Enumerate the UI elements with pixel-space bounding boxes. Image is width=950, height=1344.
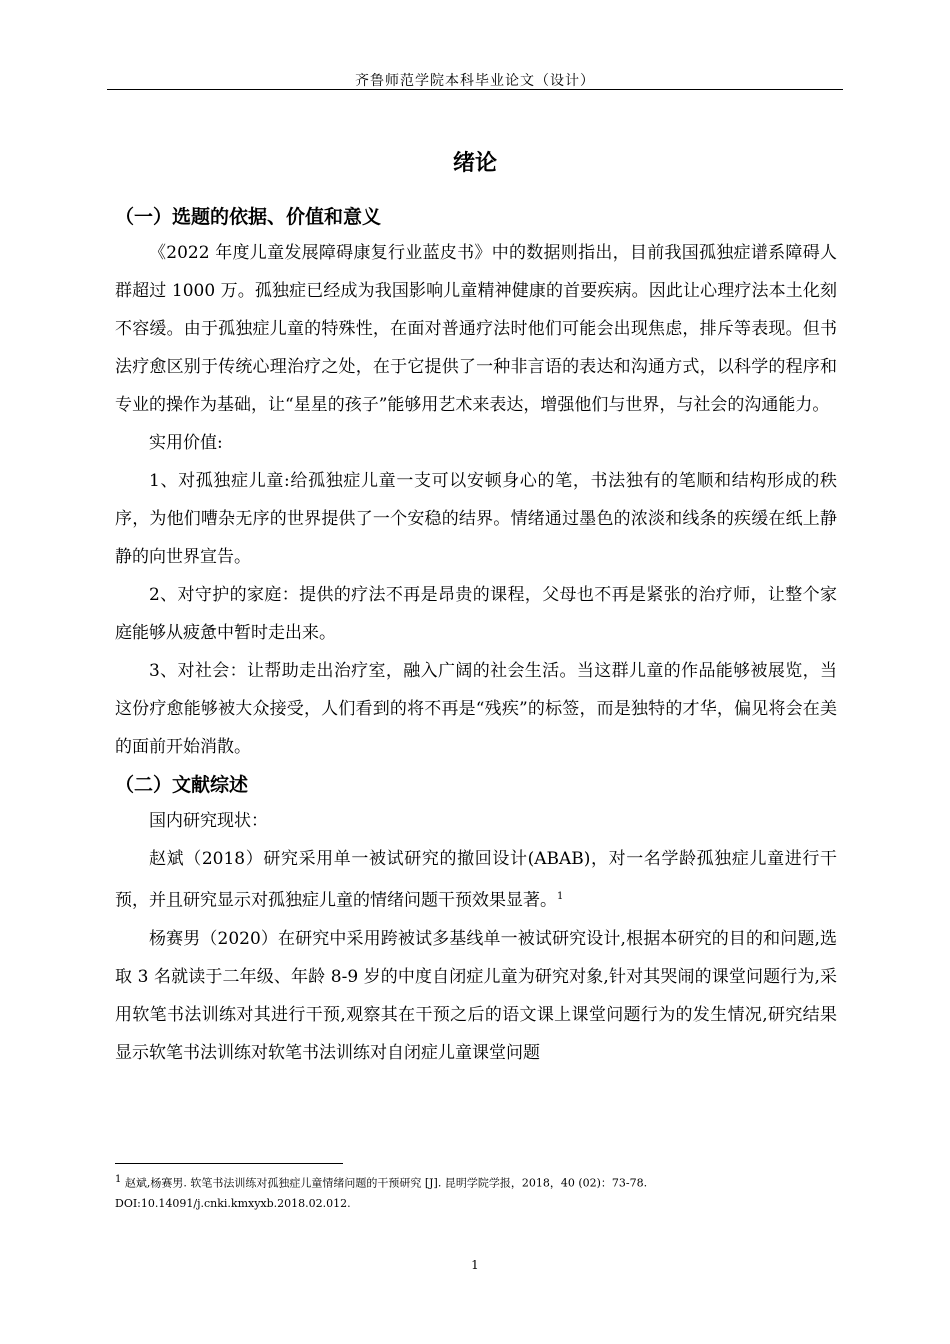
paragraph: 《2022 年度儿童发展障碍康复行业蓝皮书》中的数据则指出，目前我国孤独症谱系障碍人群超过 1000 万。孤独症已经成为我国影响儿童精神健康的首要疾病。因此让心理疗法本土化刻不容缓。由于孤独症儿童的特殊性，在面对普通疗法时他们可能会出现焦虑，排斥等表现。但书法疗愈区别于传统心理治疗之处，在于它提供了一种非言语的表达和沟通方式，以科学的程序和专业的操作为基础，让“星星的孩子”能够用艺术来表达，增强他们与世界，与社会的沟通能力。 xyxy=(115,243,837,415)
footnote-rule xyxy=(115,1163,343,1164)
footnote-citation: 赵斌,杨赛男. 软笔书法训练对孤独症儿童情绪问题的干预研究 [J]. 昆明学院学报，2018，40 (02)：73-78. xyxy=(124,1176,648,1190)
footnote xyxy=(115,1170,837,1214)
section-heading-1: （一）选题的依据、价值和意义 xyxy=(115,206,382,228)
paragraph: 1、对孤独症儿童:给孤独症儿童一支可以安顿身心的笔，书法独有的笔顺和结构形成的秩序，为他们嘈杂无序的世界提供了一个安稳的结界。情绪通过墨色的浓淡和线条的疾缓在纸上静静的向世界宣告。 xyxy=(115,471,837,567)
paragraph-with-footnote xyxy=(115,840,837,920)
section-heading-2: （二）文献综述 xyxy=(115,774,249,796)
footnote-doi: DOI:10.14091/j.cnki.kmxyxb.2018.02.012. xyxy=(115,1196,351,1210)
footnote-reference[interactable]: 1 xyxy=(557,891,564,902)
page-header: 齐鲁师范学院本科毕业论文（设计） xyxy=(355,73,595,89)
page-number: 1 xyxy=(471,1258,479,1272)
paragraph: 国内研究现状： xyxy=(149,811,268,831)
paragraph: 3、对社会：让帮助走出治疗室，融入广阔的社会生活。当这群儿童的作品能够被展览，当这份疗愈能够被大众接受，人们看到的将不再是“残疾”的标签，而是独特的才华，偏见将会在美的面前开始消散。 xyxy=(115,661,837,757)
header-rule xyxy=(107,89,843,90)
footnote-line xyxy=(115,1170,837,1194)
page-title: 绪论 xyxy=(452,151,497,176)
main-content xyxy=(115,200,837,1072)
paragraph: 杨赛男（2020）在研究中采用跨被试多基线单一被试研究设计,根据本研究的目的和问题,选取 3 名就读于二年级、年龄 8-9 岁的中度自闭症儿童为研究对象,针对其哭闹的课堂问题行为,采用软笔书法训练对其进行干预,观察其在干预之后的语文课上课堂问题行为的发生情况,研究结果显示软笔书法训练对软笔书法训练对自闭症儿童课堂问题 xyxy=(115,928,837,1063)
paragraph-text: 赵斌（2018）研究采用单一被试研究的撤回设计(ABAB)，对一名学龄孤独症儿童进行干预，并且研究显示对孤独症儿童的情绪问题干预效果显著。 xyxy=(115,849,837,911)
footnote-number: 1 xyxy=(115,1174,122,1185)
paragraph: 2、对守护的家庭：提供的疗法不再是昂贵的课程，父母也不再是紧张的治疗师，让整个家庭能够从疲惫中暂时走出来。 xyxy=(115,585,837,643)
paragraph: 实用价值: xyxy=(149,433,223,453)
